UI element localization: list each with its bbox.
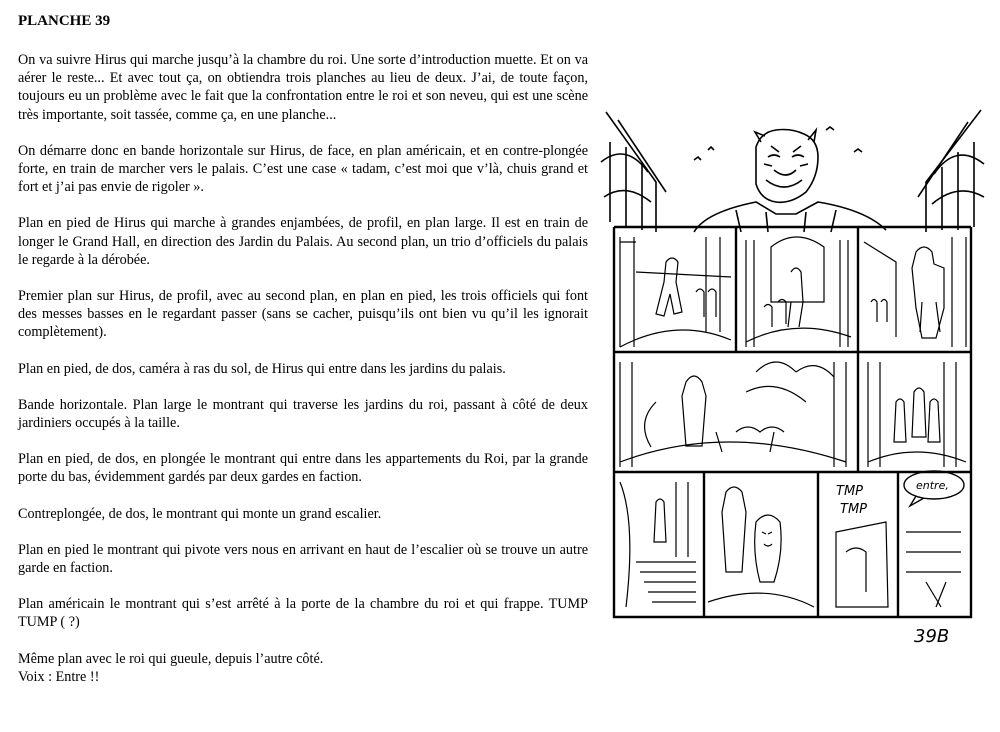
panel-king-shouts: [906, 532, 961, 607]
paragraph: Premier plan sur Hirus, de profil, avec au second plan, en plan en pied, les trois officiels qui font des messes basses en le regardant passer (sans se cacher, puisqu’ils ont bien vu qu’il les ignorait complètement).: [18, 288, 588, 341]
panel-grand-hall: [620, 237, 731, 347]
paragraph: Bande horizontale. Plan large le montrant qui traverse les jardins du roi, passant à côté de deux jardiniers occupés à la taille.: [18, 396, 588, 432]
panel-royal-apartments: [868, 362, 966, 467]
panel-garden-entrance: [620, 362, 846, 467]
document-text: [18, 12, 588, 704]
sfx-tmp-1: TMP: [836, 484, 863, 499]
paragraph: Plan en pied le montrant qui pivote vers nous en arrivant en haut de l’escalier où se trouve un autre garde en faction.: [18, 541, 588, 577]
paragraph: Plan américain le montrant qui s’est arrêté à la porte de la chambre du roi et qui frappe. TUMP TUMP ( ?): [18, 596, 588, 631]
paragraph: On démarre donc en bande horizontale sur Hirus, de face, en plan américain, et en contre-plongée forte, en train de marcher vers le palais. C’est une case « tadam, c’est moi que v’là, chuis grand et fort et j’ai pas envie de rigoler ».: [18, 142, 588, 196]
panel-top-hirus-front: [601, 110, 984, 232]
speech-balloon-text: entre,: [916, 479, 949, 492]
document-title: PLANCHE 39: [18, 13, 111, 29]
paragraph: Plan en pied, de dos, caméra à ras du sol, de Hirus qui entre dans les jardins du palais.: [18, 360, 506, 377]
paragraph: On va suivre Hirus qui marche jusqu’à la chambre du roi. Une sorte d’introduction muette. Et on va aérer le reste... Et avec tout ça, on obtiendra trois planches au lieu de deux. J’ai, de toute façon, toujours eu un problème avec le fait que la confrontation entre le roi et son neveu, qui est une scène très importante, soit tassée, comme ça, en une planche...: [18, 52, 588, 123]
panel-hirus-profile: [864, 237, 966, 347]
storyboard-sketch: [596, 102, 988, 654]
panel-knock: [836, 522, 888, 607]
paragraph: Plan en pied, de dos, en plongée le montrant qui entre dans les appartements du Roi, par la grande porte du bas, évidemment gardés par deux gardes en faction.: [18, 451, 588, 486]
paragraph: Contreplongée, de dos, le montrant qui monte un grand escalier.: [18, 505, 382, 522]
page-number: 39B: [914, 626, 950, 647]
paragraph-final: Même plan avec le roi qui gueule, depuis l’autre côté. Voix : Entre !!: [18, 650, 324, 685]
panel-grid: [614, 227, 971, 617]
panel-staircase: [620, 482, 696, 607]
panel-guard-top: [708, 487, 814, 607]
paragraph: Plan en pied de Hirus qui marche à grandes enjambées, de profil, en plan large. Il est en train de longer le Grand Hall, en direction des Jardin du Palais. Au second plan, un trio d’officiels du palais le regarde à la dérobée.: [18, 215, 588, 268]
panel-officials: [746, 237, 851, 347]
sfx-tmp-2: TMP: [840, 502, 867, 517]
